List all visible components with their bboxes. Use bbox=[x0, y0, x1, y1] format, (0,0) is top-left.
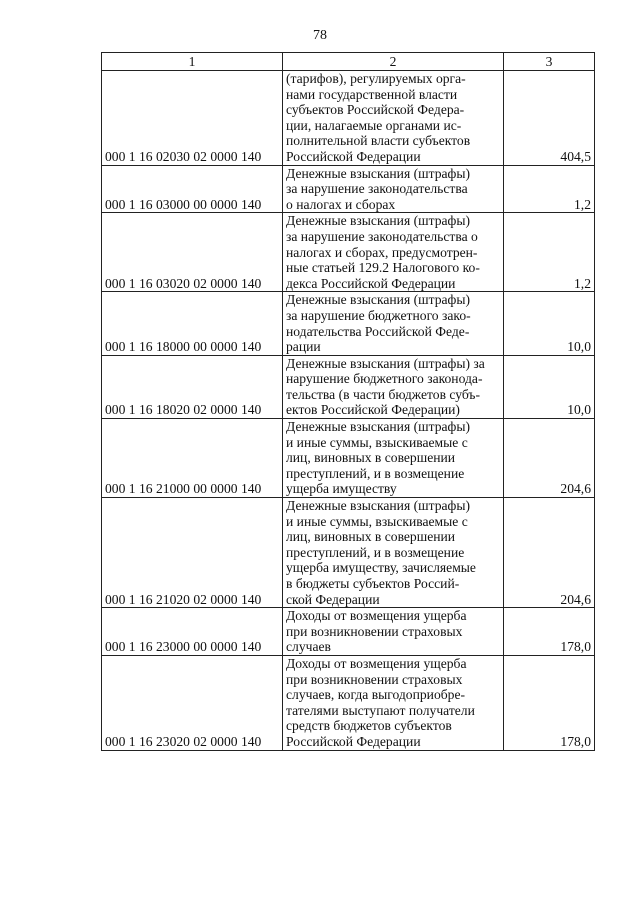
description-line: Денежные взыскания (штрафы) bbox=[286, 498, 471, 514]
table-row bbox=[102, 165, 595, 213]
column-number-3: 3 bbox=[504, 53, 595, 71]
table-row bbox=[102, 71, 595, 166]
description-line: за нарушение законодательства bbox=[286, 181, 468, 197]
column-number-1: 1 bbox=[102, 53, 283, 71]
description-line: ущерба имуществу bbox=[286, 481, 397, 497]
description-line: рации bbox=[286, 339, 321, 355]
description-line: за нарушение законодательства о bbox=[286, 228, 478, 244]
description-line: преступлений, и в возмещение bbox=[286, 544, 465, 560]
description-line: Денежные взыскания (штрафы) bbox=[286, 213, 471, 229]
amount-cell: 178,0 bbox=[504, 608, 595, 656]
description-line: декса Российской Федерации bbox=[286, 275, 456, 291]
description-line: тателями выступают получатели bbox=[286, 702, 475, 718]
description-cell bbox=[283, 498, 504, 608]
amount-cell: 204,6 bbox=[504, 498, 595, 608]
budget-code-cell: 000 1 16 21020 02 0000 140 bbox=[102, 498, 283, 608]
budget-code-cell: 000 1 16 03020 02 0000 140 bbox=[102, 213, 283, 292]
budget-code-cell: 000 1 16 23000 00 0000 140 bbox=[102, 608, 283, 656]
description-line: Российской Федерации bbox=[286, 148, 421, 164]
description-line: за нарушение бюджетного зако- bbox=[286, 307, 471, 323]
description-cell bbox=[283, 419, 504, 498]
description-line: и иные суммы, взыскиваемые с bbox=[286, 434, 468, 450]
description-line: Доходы от возмещения ущерба bbox=[286, 655, 467, 671]
description-line: полнительной власти субъектов bbox=[286, 133, 471, 149]
description-line: Российской Федерации bbox=[286, 733, 421, 749]
budget-code-cell: 000 1 16 21000 00 0000 140 bbox=[102, 419, 283, 498]
description-cell bbox=[283, 165, 504, 213]
description-line: субъектов Российской Федера- bbox=[286, 102, 465, 118]
budget-classification-table bbox=[101, 52, 595, 751]
amount-cell: 10,0 bbox=[504, 355, 595, 418]
description-line: Доходы от возмещения ущерба bbox=[286, 608, 467, 624]
budget-code-cell: 000 1 16 03000 00 0000 140 bbox=[102, 165, 283, 213]
amount-cell: 10,0 bbox=[504, 292, 595, 355]
description-line: лиц, виновных в совершении bbox=[286, 529, 456, 545]
table-row bbox=[102, 655, 595, 750]
description-line: случаев bbox=[286, 639, 331, 655]
description-cell bbox=[283, 655, 504, 750]
table-row bbox=[102, 355, 595, 418]
description-line: при возникновении страховых bbox=[286, 671, 463, 687]
description-line: при возникновении страховых bbox=[286, 623, 463, 639]
description-line: нарушение бюджетного законода- bbox=[286, 371, 483, 387]
table-row bbox=[102, 419, 595, 498]
description-line: Денежные взыскания (штрафы) за bbox=[286, 355, 485, 371]
table-body bbox=[102, 53, 595, 751]
description-cell bbox=[283, 355, 504, 418]
description-line: ектов Российской Федерации) bbox=[286, 402, 460, 418]
description-line: Денежные взыскания (штрафы) bbox=[286, 165, 471, 181]
description-line: ные статьей 129.2 Налогового ко- bbox=[286, 260, 480, 276]
description-line: случаев, когда выгодоприобре- bbox=[286, 687, 466, 703]
amount-cell: 1,2 bbox=[504, 213, 595, 292]
table-row bbox=[102, 608, 595, 656]
budget-code-cell: 000 1 16 23020 02 0000 140 bbox=[102, 655, 283, 750]
budget-code-cell: 000 1 16 18000 00 0000 140 bbox=[102, 292, 283, 355]
amount-cell: 1,2 bbox=[504, 165, 595, 213]
description-line: нодательства Российской Феде- bbox=[286, 323, 470, 339]
description-line: Денежные взыскания (штрафы) bbox=[286, 292, 471, 308]
description-line: преступлений, и в возмещение bbox=[286, 465, 465, 481]
budget-code-cell: 000 1 16 02030 02 0000 140 bbox=[102, 71, 283, 166]
amount-cell: 204,6 bbox=[504, 419, 595, 498]
table-row bbox=[102, 213, 595, 292]
description-cell bbox=[283, 608, 504, 656]
budget-code-cell: 000 1 16 18020 02 0000 140 bbox=[102, 355, 283, 418]
description-line: лиц, виновных в совершении bbox=[286, 450, 456, 466]
description-line: налогах и сборах, предусмотрен- bbox=[286, 244, 478, 260]
description-line: Денежные взыскания (штрафы) bbox=[286, 419, 471, 435]
description-cell bbox=[283, 213, 504, 292]
description-cell bbox=[283, 292, 504, 355]
description-line: ции, налагаемые органами ис- bbox=[286, 117, 462, 133]
description-line: средств бюджетов субъектов bbox=[286, 718, 452, 734]
amount-cell: 178,0 bbox=[504, 655, 595, 750]
table-row bbox=[102, 498, 595, 608]
description-line: (тарифов), регулируемых орга- bbox=[286, 71, 466, 86]
description-line: в бюджеты субъектов Россий- bbox=[286, 576, 460, 591]
page-number: 78 bbox=[313, 28, 327, 43]
column-number-2: 2 bbox=[283, 53, 504, 71]
table-row bbox=[102, 292, 595, 355]
description-line: ущерба имуществу, зачисляемые bbox=[286, 560, 476, 576]
description-line: нами государственной власти bbox=[286, 86, 458, 102]
description-cell bbox=[283, 71, 504, 166]
description-line: тельства (в части бюджетов субъ- bbox=[286, 386, 480, 402]
description-line: ской Федерации bbox=[286, 591, 380, 607]
description-line: о налогах и сборах bbox=[286, 196, 396, 212]
description-line: и иные суммы, взыскиваемые с bbox=[286, 513, 468, 529]
amount-cell: 404,5 bbox=[504, 71, 595, 166]
column-number-header-row bbox=[102, 53, 595, 71]
